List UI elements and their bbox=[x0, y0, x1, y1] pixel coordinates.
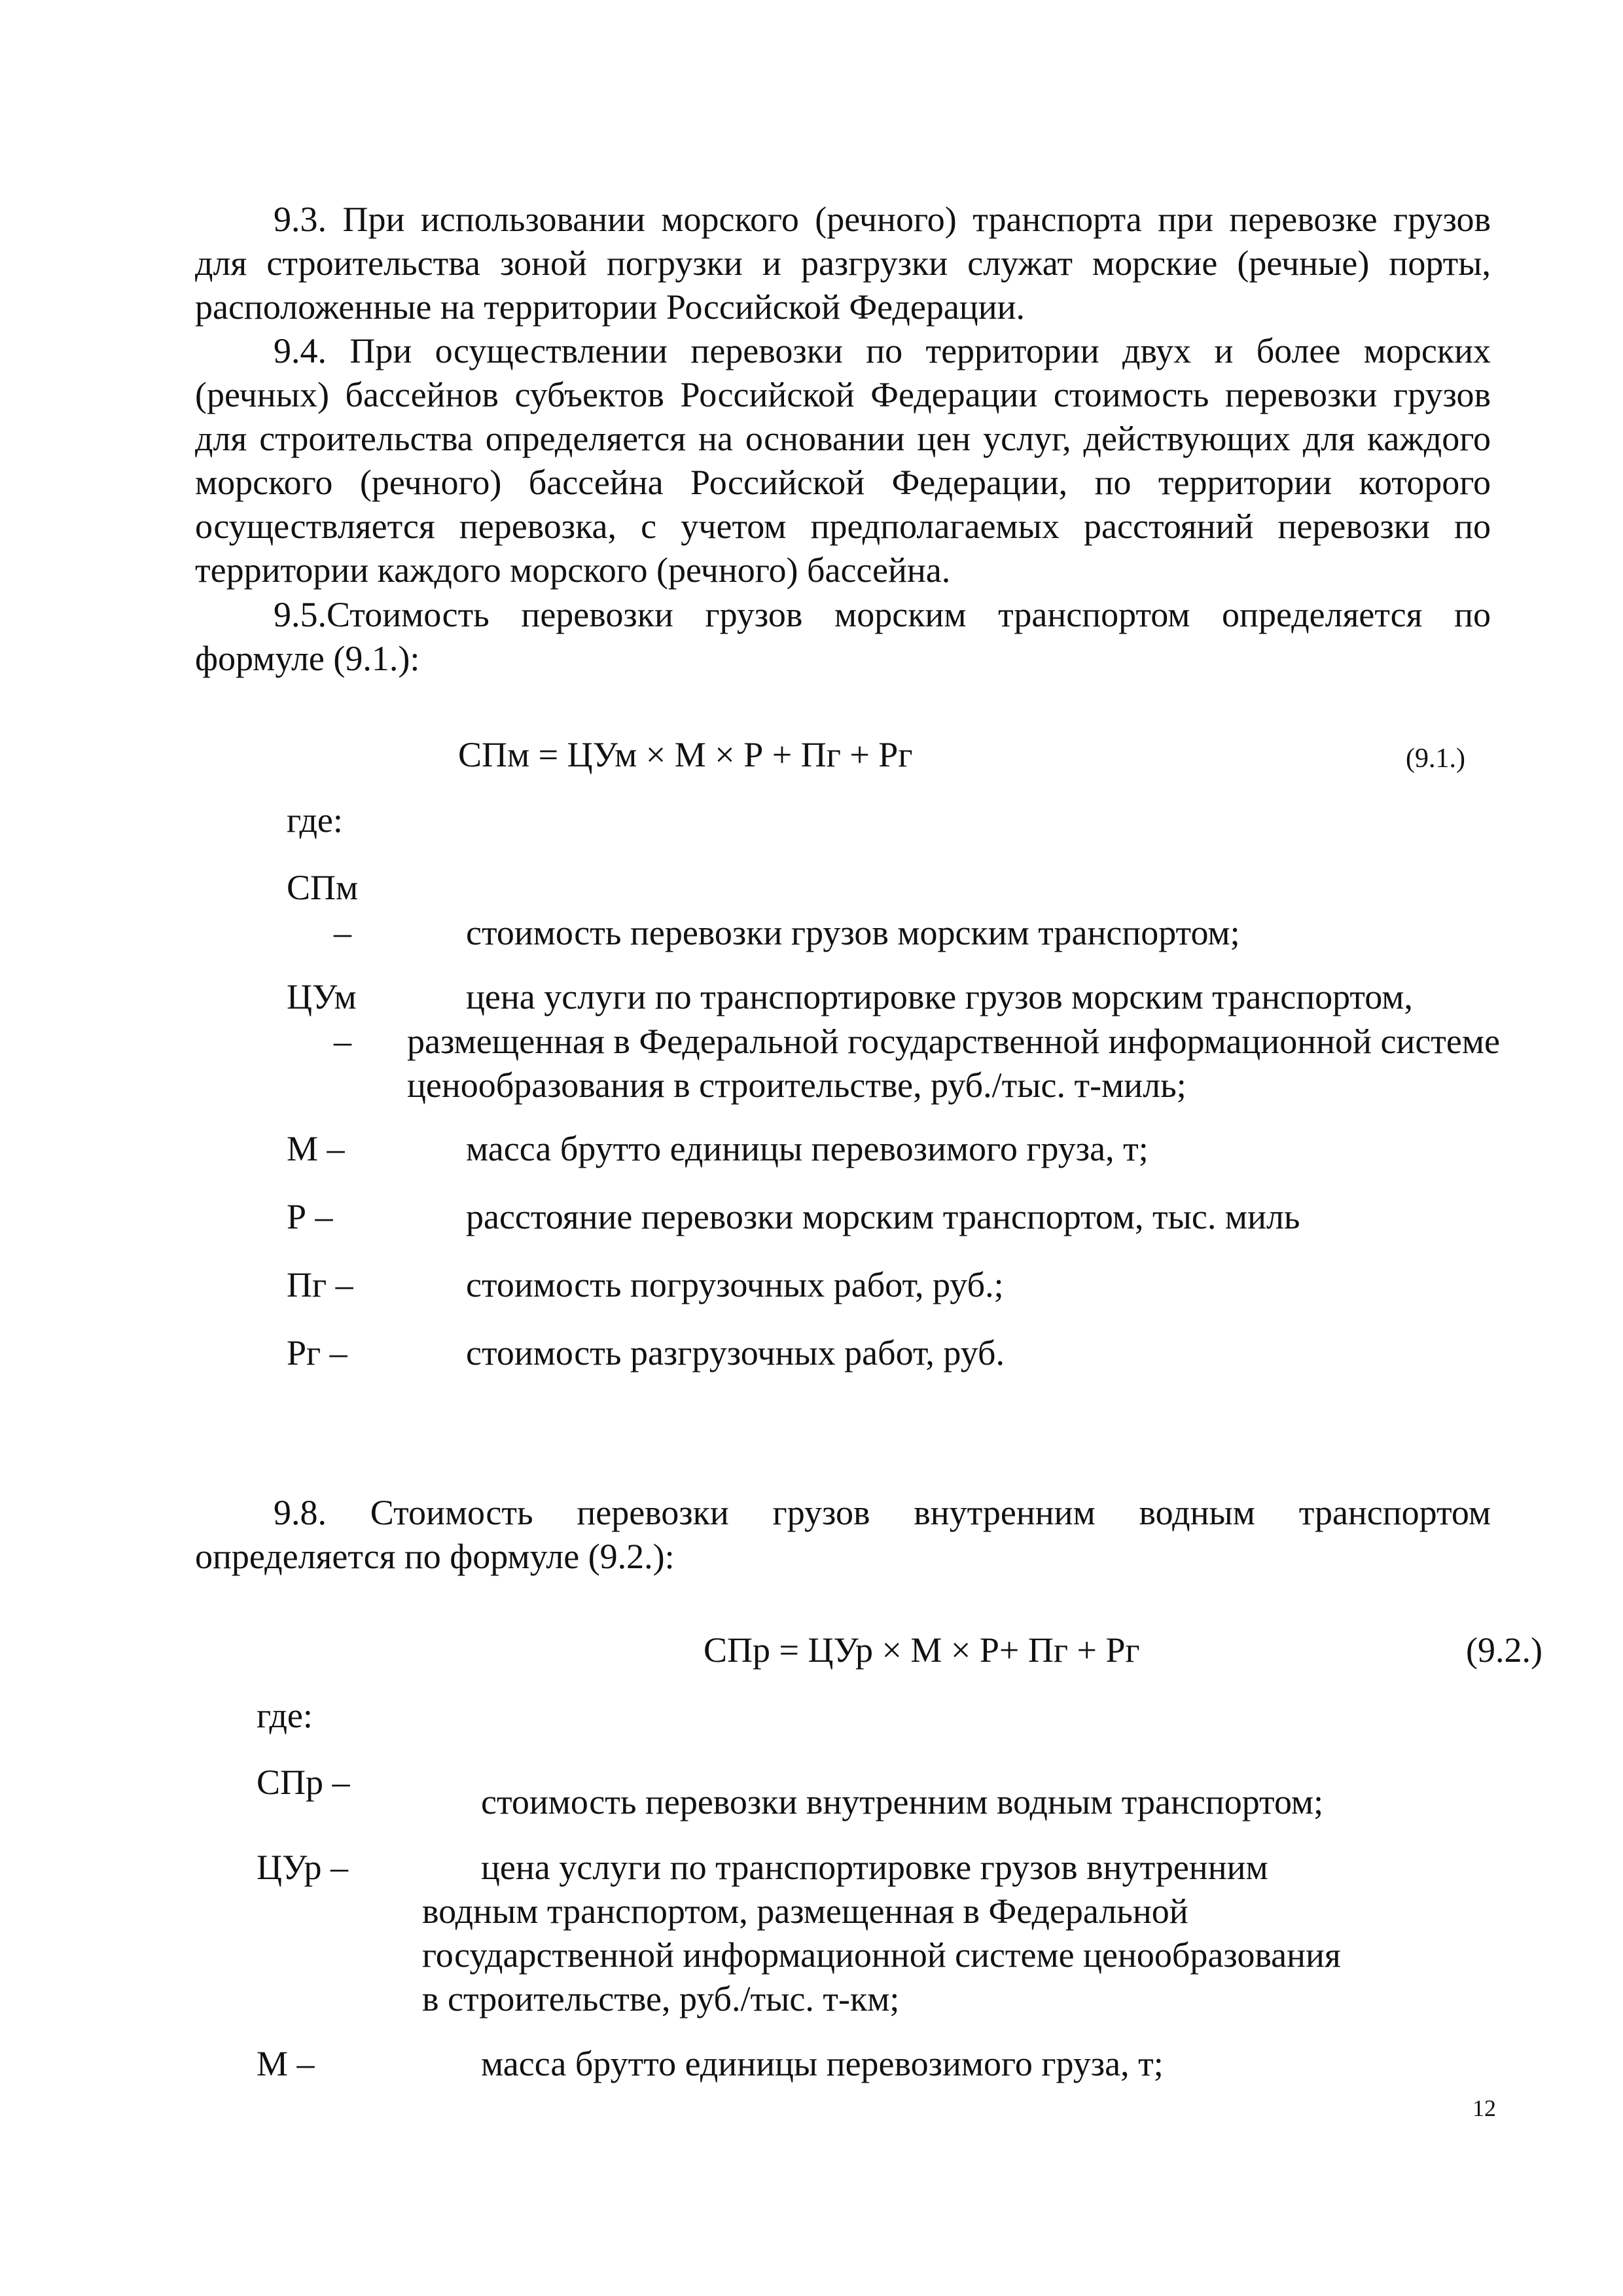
definition-symbol: Р – bbox=[287, 1197, 333, 1236]
formula-9-2-number: (9.2.) bbox=[1466, 1630, 1543, 1670]
definition-symbol: М – bbox=[287, 1129, 345, 1168]
formula-9-1-number: (9.1.) bbox=[1406, 744, 1465, 774]
page-number: 12 bbox=[1472, 2095, 1496, 2121]
definition-symbol: Пг – bbox=[287, 1265, 353, 1304]
definition-text: расстояние перевозки морским транспортом, тыс. миль bbox=[466, 1197, 1300, 1236]
definition-text: стоимость перевозки грузов морским транспортом; bbox=[466, 913, 1240, 952]
definition-symbol: ЦУм bbox=[287, 977, 357, 1016]
paragraph-9-5: 9.5.Стоимость перевозки грузов морским транспортом определяется по формуле (9.1.): bbox=[195, 595, 1491, 678]
definition-text: стоимость перевозки внутренним водным транспортом; bbox=[481, 1782, 1324, 1821]
definition-text: стоимость погрузочных работ, руб.; bbox=[466, 1265, 1004, 1304]
paragraph-9-3: 9.3. При использовании морского (речного) транспорта при перевозке грузов для строительства зоной погрузки и разгрузки служат морские (речные) порты, расположенные на территории Российской Федерации. bbox=[195, 200, 1491, 327]
definition-text: масса брутто единицы перевозимого груза, т; bbox=[466, 1129, 1149, 1168]
where-label-1: где: bbox=[287, 800, 343, 840]
paragraph-9-8: 9.8. Стоимость перевозки грузов внутренним водным транспортом определяется по формуле (9.2.): bbox=[195, 1493, 1491, 1576]
definition-symbol: СПм bbox=[287, 868, 359, 907]
definition-dash: – bbox=[334, 1022, 351, 1061]
definition-text: цена услуги по транспортировке грузов внутренним водным транспортом, размещенная в Федеральной государственной информационной системе ценообразования в строительстве, руб./тыс. т-км; bbox=[422, 1848, 1341, 2018]
paragraph-9-4: 9.4. При осуществлении перевозки по территории двух и более морских (речных) бассейнов субъектов Российской Федерации стоимость перевозки грузов для строительства определяется на основании цен услуг, действующих для каждого морского (речного) бассейна Российской Федерации, по территории которого осуществляется перевозка, с учетом предполагаемых расстояний перевозки по территории каждого морского (речного) бассейна. bbox=[195, 331, 1491, 590]
definition-symbol: СПр – bbox=[257, 1763, 350, 1802]
where-label-2: где: bbox=[257, 1696, 313, 1735]
definition-text: стоимость разгрузочных работ, руб. bbox=[466, 1333, 1005, 1372]
formula-9-1: СПм = ЦУм × М × Р + Пг + Рг bbox=[458, 735, 913, 774]
definition-symbol: ЦУр – bbox=[257, 1848, 348, 1887]
definition-text: размещенная в Федеральной государственной информационной системе ценообразования в строительстве, руб./тыс. т-миль; bbox=[407, 1022, 1500, 1105]
definition-symbol: Рг – bbox=[287, 1333, 348, 1372]
definition-text: масса брутто единицы перевозимого груза, т; bbox=[481, 2044, 1164, 2083]
definition-dash: – bbox=[334, 913, 351, 952]
formula-9-2: СПр = ЦУр × М × Р+ Пг + Рг bbox=[704, 1630, 1140, 1670]
definition-symbol: М – bbox=[257, 2044, 315, 2083]
definition-text: цена услуги по транспортировке грузов морским транспортом, bbox=[466, 977, 1413, 1016]
